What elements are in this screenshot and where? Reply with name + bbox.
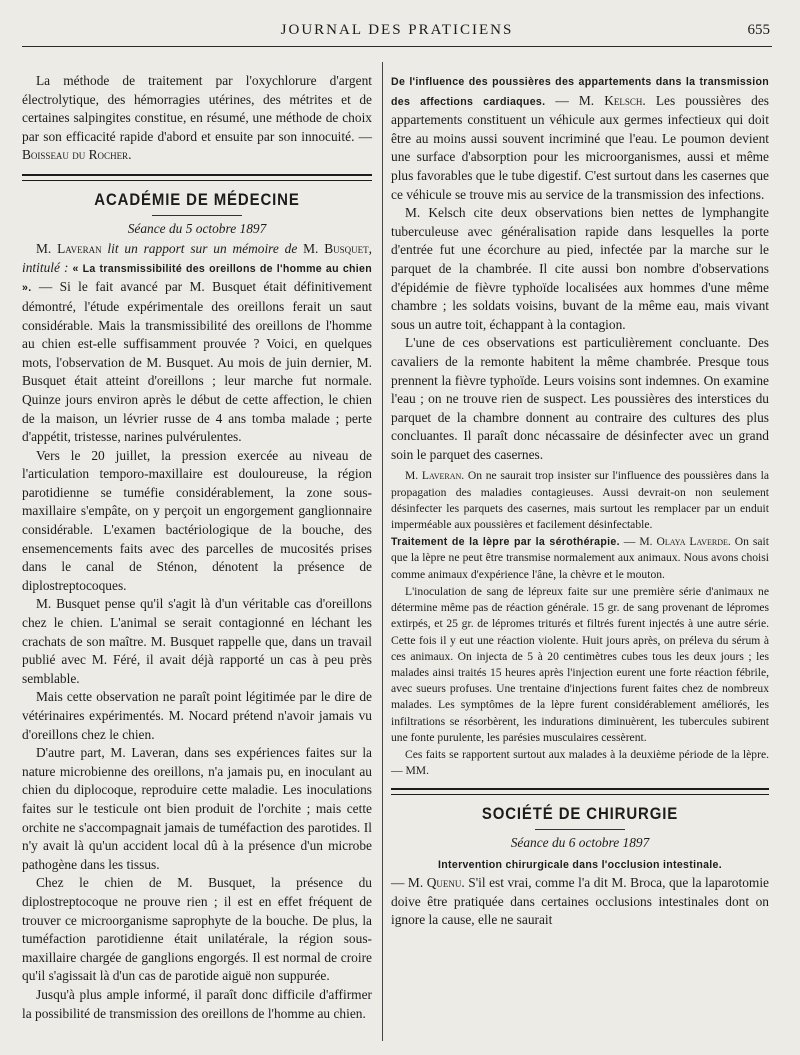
paragraph: L'une de ces observations est particulièrement concluante. Des cavaliers de la remonte habitent la même chambrée. Presque tous prennent la fièvre typhoïde. Leurs voisins sont indemnes. On examine l'eau ; on ne trouve rien de suspect. Les poussières des interstices du parquet de la chambre donnent au contraire des cultures des plus concluantes. Il paraît donc nécassaire de désinfecter avec un grand soin le parquet des casernes. bbox=[391, 335, 769, 462]
paragraph: D'autre part, M. Laveran, dans ses expériences faites sur la nature microbienne des oreillons, n'a jamais pu, en inoculant au chien du diplocoque, reproduire cette maladie. Les inoculations faites sur le testicule ont bien produit de l'orchite ; mais cette orchite ne s'accompagnait jamais de tuméfaction des parotides. Il n'y avait là qu'un accident local dû à la présence d'un microbe pathogène dans les tissus. bbox=[22, 745, 372, 872]
section-separator bbox=[391, 788, 769, 795]
report-title: « La transmissibilité des oreillons de l'homme au chien ». bbox=[22, 262, 372, 295]
section-title-chirurgie: SOCIÉTÉ DE CHIRURGIE bbox=[481, 804, 679, 824]
article-heading: De l'influence des poussières des appartements dans la transmission des affections cardiaques. bbox=[391, 76, 769, 108]
short-rule bbox=[152, 215, 242, 216]
article-lepre: Traitement de la lèpre par la sérothérapie. — M. Olaya Laverde. On sait que la lèpre ne peut être transmise normalement aux animaux. Nous avons choisi comme animaux d'expérience l'âne, la chèvre et le mouton. bbox=[391, 535, 770, 581]
paragraph: Vers le 20 juillet, la pression exercée au niveau de l'articulation temporo-maxillaire est douloureuse, la région parotidienne se tuméfie considérablement, la zone sous-maxillaire s'empâte, on y perçoit un engorgement ganglionnaire considérable. L'examen bactériologique de la bouche, des ensemencements faits avec des parcelles de mucosités prises dans le canal de Sténon, dénotent la présence de diplostreptocoques. bbox=[22, 447, 372, 593]
article-occlusion: — M. Quenu. S'il est vrai, comme l'a dit M. Broca, que la laparotomie doive être pratiquée dans certaines occlusions intestinales dont on ignore la cause, elle ne saurait bbox=[391, 875, 769, 928]
right-column bbox=[391, 72, 769, 1043]
paragraph: M. Busquet pense qu'il s'agit là d'un véritable cas d'oreillons chez le chien. L'animal se serait contagionné en léchant les crachats de son maître. M. Busquet rappelle que, dans un travail publié avec M. Féré, il avait déjà rapporté un cas à peu près semblable. bbox=[22, 596, 372, 686]
report-paragraph: M. Laveran lit un rapport sur un mémoire de M. Busquet, intitulé : « La transmissibilité des oreillons de l'homme au chien ». — Si le fait avancé par M. Busquet était définitivement démontré, l'étude expérimentale des oreillons ferait un saut considérable. Mais la transmissibilité des oreillons de l'homme au chien est-elle suffisamment prouvée ? Voici, en quelques mots, l'observation de M. Busquet. Au mois de juin dernier, M. Busquet était atteint d'oreillons ; leur marche fut normale. Quinze jours environ après le début de cette affection, le chien de la maison, un lévrier russe de 4 ans tomba malade ; perte d'appétit, tristesse, narines pulvérulentes. bbox=[22, 241, 372, 445]
section-title-academie: ACADÉMIE DE MÉDECINE bbox=[94, 189, 300, 209]
paragraph: L'inoculation de sang de lépreux faite sur une première série d'animaux ne détermine même pas de réaction générale. 15 gr. de sang provenant de lépromes extirpés, et 25 gr. de lépromes triturés et filtrés furent injectés à une autre série. Cette fois il y eut une réaction violente. Huit jours après, on préleva du sérum à ces animaux. On injecta de 5 à 20 centimètres cubes tous les deux jours ; les malades ainsi traités 15 heures après l'injection eurent une forte réaction fébrile, avec sueurs profuses. Une trentaine d'injections furent faites chez de nombreux malades. Les symptômes de la lèpre furent considérablement améliorés, les infiltrations se résorbèrent, les indurations diminuèrent, les tubercules subirent une fonte purulente, les parésies musculaires cessèrent. bbox=[391, 584, 769, 744]
seance-date: Séance du 5 octobre 1897 bbox=[127, 220, 267, 236]
section-separator bbox=[22, 174, 372, 181]
journal-title: JOURNAL DES PRATICIENS bbox=[280, 22, 514, 38]
column-divider bbox=[382, 62, 383, 1041]
small-print-block bbox=[391, 468, 769, 779]
page-number: 655 bbox=[747, 22, 770, 38]
short-rule bbox=[535, 829, 625, 830]
article-kelsch: De l'influence des poussières des appartements dans la transmission des affections cardiaques. — M. Kelsch. Les poussières des appartements constituent un véhicule aux germes infectieux qui doit être au moins aussi souvent incriminé que l'eau. Le poumon devient une surface d'absorption pour les microorganismes, aussi et même plus favorables que le tube digestif. C'est surtout dans les casernes que ce véhicule se trouve mis au service de la transmission des infections. bbox=[391, 76, 770, 202]
paragraph: Jusqu'à plus ample informé, il paraît donc difficile d'affirmer la possibilité de transmission des oreillons de l'homme au chien. bbox=[22, 986, 372, 1021]
running-header bbox=[22, 22, 772, 47]
intro-paragraph: La méthode de traitement par l'oxychlorure d'argent électrolytique, des hémorragies utérines, des métrites et de certaines salpingites constitue, en résumé, une méthode de choix par son efficacité rapide d'abord et ensuite par son innocuité. — Boisseau du Rocher. bbox=[22, 73, 372, 163]
left-column bbox=[22, 72, 372, 1043]
laveran-comment: M. Laveran. On ne saurait trop insister sur l'influence des poussières dans la propagation des maladies contagieuses. Aussi devrait-on non seulement désinfecter les parquets des casernes, mais surtout les remplacer par un enduit imperméable aux poussières et facilement désinfectable. bbox=[391, 469, 769, 532]
article-heading: Traitement de la lèpre par la sérothérapie. bbox=[391, 536, 620, 549]
paragraph: M. Kelsch cite deux observations bien nettes de lymphangite tuberculeuse avec généralisation rapide dans lesquelles la porte d'entrée fut une écorchure au pied, infectée par la marche sur le parquet de la chambrée. Il cite aussi bon nombre d'observations d'épidémie de fièvre typhoïde localisées aux hommes d'une même chambre ; les soldats voisins, buvant de la même eau, mais vivant sous un autre toit, échappant à la contagion. bbox=[391, 205, 769, 332]
paragraph: Ces faits se rapportent surtout aux malades à la deuxième période de la lèpre. — MM. bbox=[391, 747, 769, 778]
paragraph: Chez le chien de M. Busquet, la présence du diplostreptocoque ne prouve rien ; il est en effet fréquent de trouver ce microorganisme saprophyte de la bouche. De plus, la tuméfaction parotidienne était unilatérale, la région sous-maxillaire chargée de ganglions engorgés. Il est normal de croire qu'il s'agissait là d'un cas de parotide aiguë non suppurée. bbox=[22, 875, 372, 984]
paragraph: Mais cette observation ne paraît point légitimée par le dire de vétérinaires expérimentés. M. Nocard prétend n'avoir jamais vu d'oreillons chez le chien. bbox=[22, 689, 372, 742]
intro-author: Boisseau du Rocher. bbox=[22, 147, 132, 163]
seance-date: Séance du 6 octobre 1897 bbox=[510, 834, 650, 850]
article-occlusion-heading: Intervention chirurgicale dans l'occlusion intestinale. bbox=[438, 858, 722, 871]
